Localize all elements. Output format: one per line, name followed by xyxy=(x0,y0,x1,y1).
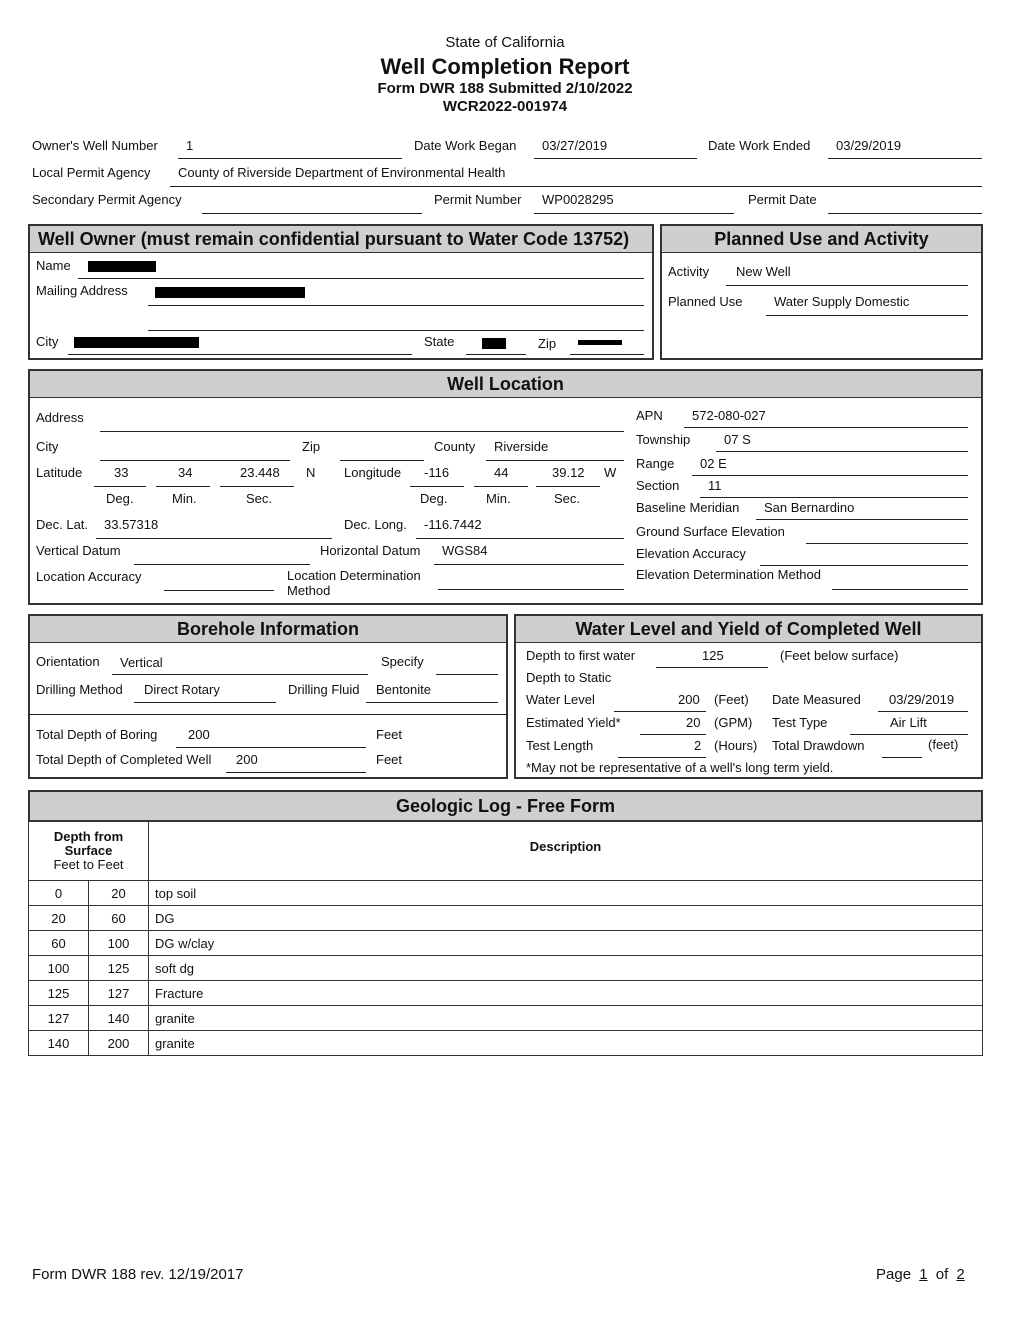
apn-line xyxy=(684,427,968,428)
depth-first-water-value: 125 xyxy=(702,648,724,663)
date-measured-line xyxy=(878,711,968,712)
vertical-datum-line xyxy=(134,564,310,565)
redacted-state xyxy=(482,338,506,349)
specify-label: Specify xyxy=(381,654,424,669)
lat-min-line xyxy=(156,486,210,487)
dec-lat-label: Dec. Lat. xyxy=(36,517,89,532)
depth-from-cell: 100 xyxy=(29,956,89,981)
lat-sec-caption: Sec. xyxy=(246,491,273,506)
table-row xyxy=(29,1031,983,1056)
test-type-value: Air Lift xyxy=(890,715,927,730)
apn-value: 572-080-027 xyxy=(692,408,766,423)
city-label: City xyxy=(36,439,59,454)
lon-min-value: 44 xyxy=(494,465,509,480)
total-drawdown-label: Total Drawdown xyxy=(772,738,865,753)
section-value: 11 xyxy=(708,478,722,493)
total-depth-boring-line xyxy=(176,747,366,748)
dec-long-line xyxy=(416,538,624,539)
ground-surface-elevation-label: Ground Surface Elevation xyxy=(636,524,785,539)
depth-to-cell: 200 xyxy=(89,1031,149,1056)
water-level-title: Water Level and Yield of Completed Well xyxy=(516,616,981,643)
date-work-ended-line xyxy=(828,158,982,159)
owner-name-label: Name xyxy=(36,258,71,273)
baseline-meridian-value: San Bernardino xyxy=(764,500,855,515)
date-work-began-line xyxy=(534,158,697,159)
mailing-address-label: Mailing Address xyxy=(36,283,128,298)
horizontal-datum-label: Horizontal Datum xyxy=(320,543,421,558)
lat-sec-line xyxy=(220,486,294,487)
estimated-yield-line xyxy=(640,734,706,735)
date-work-ended-value: 03/29/2019 xyxy=(836,138,902,153)
depth-from-cell: 140 xyxy=(29,1031,89,1056)
description-cell: Fracture xyxy=(149,981,983,1006)
redacted-city xyxy=(74,337,199,348)
county-label: County xyxy=(434,439,476,454)
lon-sec-caption: Sec. xyxy=(554,491,581,506)
depth-header-line-2: Surface xyxy=(64,842,113,858)
section-line xyxy=(700,497,968,498)
owner-state-line xyxy=(466,354,526,355)
depth-to-cell: 140 xyxy=(89,1006,149,1031)
location-accuracy-label: Location Accuracy xyxy=(36,569,142,584)
depth-to-cell: 20 xyxy=(89,881,149,906)
local-permit-agency-value: County of Riverside Department of Environmental Health xyxy=(178,165,506,180)
depth-from-cell: 0 xyxy=(29,881,89,906)
geologic-log-header-row xyxy=(29,821,983,881)
date-measured-value: 03/29/2019 xyxy=(889,692,955,707)
owner-city-line xyxy=(68,354,412,355)
redacted-name xyxy=(88,261,156,272)
yield-note: *May not be representative of a well's long term yield. xyxy=(526,760,834,775)
feet-below-surface: (Feet below surface) xyxy=(780,648,899,663)
depth-from-cell: 20 xyxy=(29,906,89,931)
table-row xyxy=(29,931,983,956)
page-title: Well Completion Report xyxy=(380,54,630,79)
owner-name-line xyxy=(78,278,644,279)
total-drawdown-line xyxy=(882,757,922,758)
total-depth-well-label: Total Depth of Completed Well xyxy=(36,752,212,767)
location-accuracy-line xyxy=(164,590,274,591)
township-value: 07 S xyxy=(724,432,751,447)
address-label: Address xyxy=(36,410,84,425)
geologic-log-table xyxy=(28,820,983,1056)
owners-well-number-line xyxy=(178,158,402,159)
section-label: Section xyxy=(636,478,680,493)
total-depth-boring-value: 200 xyxy=(188,727,210,742)
drilling-method-label: Drilling Method xyxy=(36,682,123,697)
borehole-title: Borehole Information xyxy=(30,616,506,643)
depth-header-line-3: Feet to Feet xyxy=(53,856,124,872)
depth-first-water-label: Depth to first water xyxy=(526,648,636,663)
depth-from-cell: 127 xyxy=(29,1006,89,1031)
page-number: 1 xyxy=(919,1266,928,1283)
elevation-accuracy-label: Elevation Accuracy xyxy=(636,546,746,561)
redacted-address xyxy=(155,287,305,298)
depth-static-label: Depth to Static xyxy=(526,670,612,685)
secondary-permit-agency-label: Secondary Permit Agency xyxy=(32,192,182,207)
longitude-label: Longitude xyxy=(344,465,402,480)
dec-lat-value: 33.57318 xyxy=(104,517,159,532)
planned-use-value: Water Supply Domestic xyxy=(774,294,910,309)
lat-sec-value: 23.448 xyxy=(240,465,280,480)
county-line xyxy=(486,460,624,461)
location-determination-label: Location Determination xyxy=(287,568,421,583)
drilling-method-line xyxy=(134,702,276,703)
total-depth-well-value: 200 xyxy=(236,752,258,767)
township-label: Township xyxy=(636,432,691,447)
form-revision: Form DWR 188 rev. 12/19/2017 xyxy=(32,1266,244,1283)
depth-to-cell: 60 xyxy=(89,906,149,931)
township-line xyxy=(716,451,968,452)
depth-first-water-line xyxy=(656,667,768,668)
location-determination-label-2: Method xyxy=(287,583,331,598)
city-line xyxy=(100,460,290,461)
table-row xyxy=(29,956,983,981)
permit-date-label: Permit Date xyxy=(748,192,817,207)
geologic-log-body xyxy=(29,881,983,1056)
permit-number-line xyxy=(534,213,734,214)
date-work-ended-label: Date Work Ended xyxy=(708,138,811,153)
range-label: Range xyxy=(636,456,675,471)
test-type-label: Test Type xyxy=(772,715,828,730)
owner-state-label: State xyxy=(424,334,455,349)
description-cell: soft dg xyxy=(149,956,983,981)
drilling-method-value: Direct Rotary xyxy=(144,682,220,697)
date-work-began-label: Date Work Began xyxy=(414,138,517,153)
permit-date-line xyxy=(828,213,982,214)
page-total: 2 xyxy=(956,1266,965,1283)
zip-label: Zip xyxy=(302,439,321,454)
redacted-zip xyxy=(578,340,622,345)
estimated-yield-unit: (GPM) xyxy=(714,715,753,730)
table-row xyxy=(29,981,983,1006)
mailing-address-line-2 xyxy=(148,330,644,331)
depth-from-cell: 60 xyxy=(29,931,89,956)
state-heading: State of California xyxy=(445,34,565,51)
total-depth-boring-unit: Feet xyxy=(376,727,403,742)
depth-to-cell: 127 xyxy=(89,981,149,1006)
description-header: Description xyxy=(149,821,983,881)
planned-use-line xyxy=(766,315,968,316)
water-level-value: 200 xyxy=(678,692,700,707)
dec-lat-line xyxy=(96,538,332,539)
owner-zip-line xyxy=(570,354,644,355)
description-cell: granite xyxy=(149,1031,983,1056)
well-location-title: Well Location xyxy=(30,371,981,398)
total-drawdown-unit: (feet) xyxy=(928,737,959,752)
geologic-log-title: Geologic Log - Free Form xyxy=(30,792,981,822)
depth-header-line-1: Depth from xyxy=(53,828,124,844)
test-length-unit: (Hours) xyxy=(714,738,758,753)
lon-sec-line xyxy=(536,486,600,487)
date-work-began-value: 03/27/2019 xyxy=(542,138,608,153)
owner-city-label: City xyxy=(36,334,59,349)
estimated-yield-value: 20 xyxy=(686,715,701,730)
lon-deg-value: -116 xyxy=(424,465,450,480)
dec-long-value: -116.7442 xyxy=(424,517,482,532)
form-submitted: Form DWR 188 Submitted 2/10/2022 xyxy=(377,80,633,97)
county-value: Riverside xyxy=(494,439,549,454)
lat-min-caption: Min. xyxy=(172,491,197,506)
test-length-label: Test Length xyxy=(526,738,594,753)
planned-use-section xyxy=(660,224,983,360)
description-cell: DG xyxy=(149,906,983,931)
apn-label: APN xyxy=(636,408,663,423)
owners-well-number-value: 1 xyxy=(186,138,194,153)
planned-use-title: Planned Use and Activity xyxy=(662,226,981,253)
depth-from-cell: 125 xyxy=(29,981,89,1006)
wcr-number: WCR2022-001974 xyxy=(442,98,568,115)
lat-deg-caption: Deg. xyxy=(106,491,134,506)
depth-header xyxy=(29,821,149,881)
borehole-divider xyxy=(30,714,506,715)
baseline-meridian-label: Baseline Meridian xyxy=(636,500,740,515)
well-location-section xyxy=(28,369,983,605)
lon-min-line xyxy=(474,486,528,487)
table-row xyxy=(29,881,983,906)
lon-deg-caption: Deg. xyxy=(420,491,448,506)
water-level-label: Water Level xyxy=(526,692,595,707)
drilling-fluid-label: Drilling Fluid xyxy=(288,682,360,697)
local-permit-agency-label: Local Permit Agency xyxy=(32,165,151,180)
ground-surface-elevation-line xyxy=(806,543,968,544)
local-permit-agency-line xyxy=(170,186,982,187)
date-measured-label: Date Measured xyxy=(772,692,861,707)
description-cell: granite xyxy=(149,1006,983,1031)
owner-zip-label: Zip xyxy=(538,336,557,351)
depth-to-cell: 100 xyxy=(89,931,149,956)
description-cell: top soil xyxy=(149,881,983,906)
elevation-method-line xyxy=(832,589,968,590)
horizontal-datum-line xyxy=(434,564,624,565)
lat-deg-value: 33 xyxy=(114,465,129,480)
well-owner-title: Well Owner (must remain confidential pursuant to Water Code 13752) xyxy=(30,226,652,253)
mailing-address-line xyxy=(148,305,644,306)
lon-sec-value: 39.12 xyxy=(552,465,585,480)
total-depth-well-line xyxy=(226,772,366,773)
water-level-line xyxy=(614,711,706,712)
range-value: 02 E xyxy=(700,456,727,471)
elevation-accuracy-line xyxy=(760,565,968,566)
elevation-method-label: Elevation Determination Method xyxy=(636,567,821,582)
lon-dir-value: W xyxy=(604,465,617,480)
owners-well-number-label: Owner's Well Number xyxy=(32,138,158,153)
address-line xyxy=(100,431,624,432)
page-indicator xyxy=(876,1266,969,1283)
activity-label: Activity xyxy=(668,264,710,279)
page-label: Page xyxy=(876,1266,912,1283)
location-determination-line xyxy=(438,589,624,590)
drilling-fluid-value: Bentonite xyxy=(376,682,431,697)
orientation-line xyxy=(112,674,368,675)
planned-use-label: Planned Use xyxy=(668,294,743,309)
geologic-log-section xyxy=(28,790,983,822)
secondary-permit-agency-line xyxy=(202,213,422,214)
total-depth-well-unit: Feet xyxy=(376,752,403,767)
orientation-value: Vertical xyxy=(120,655,163,670)
table-row xyxy=(29,906,983,931)
dec-long-label: Dec. Long. xyxy=(344,517,407,532)
specify-line xyxy=(436,674,498,675)
lat-dir-value: N xyxy=(306,465,316,480)
lon-min-caption: Min. xyxy=(486,491,511,506)
description-cell: DG w/clay xyxy=(149,931,983,956)
permit-number-label: Permit Number xyxy=(434,192,522,207)
zip-line xyxy=(340,460,424,461)
activity-line xyxy=(726,285,968,286)
drilling-fluid-line xyxy=(366,702,498,703)
test-type-line xyxy=(850,734,968,735)
lat-deg-line xyxy=(94,486,146,487)
horizontal-datum-value: WGS84 xyxy=(442,543,488,558)
estimated-yield-label: Estimated Yield* xyxy=(526,715,621,730)
depth-to-cell: 125 xyxy=(89,956,149,981)
total-depth-boring-label: Total Depth of Boring xyxy=(36,727,158,742)
orientation-label: Orientation xyxy=(36,654,100,669)
vertical-datum-label: Vertical Datum xyxy=(36,543,121,558)
latitude-label: Latitude xyxy=(36,465,83,480)
table-row xyxy=(29,1006,983,1031)
lon-deg-line xyxy=(410,486,464,487)
water-level-unit: (Feet) xyxy=(714,692,749,707)
range-line xyxy=(692,475,968,476)
test-length-value: 2 xyxy=(694,738,702,753)
permit-number-value: WP0028295 xyxy=(542,192,614,207)
lat-min-value: 34 xyxy=(178,465,193,480)
test-length-line xyxy=(618,757,706,758)
activity-value: New Well xyxy=(736,264,791,279)
of-label: of xyxy=(935,1266,949,1283)
baseline-meridian-line xyxy=(756,519,968,520)
